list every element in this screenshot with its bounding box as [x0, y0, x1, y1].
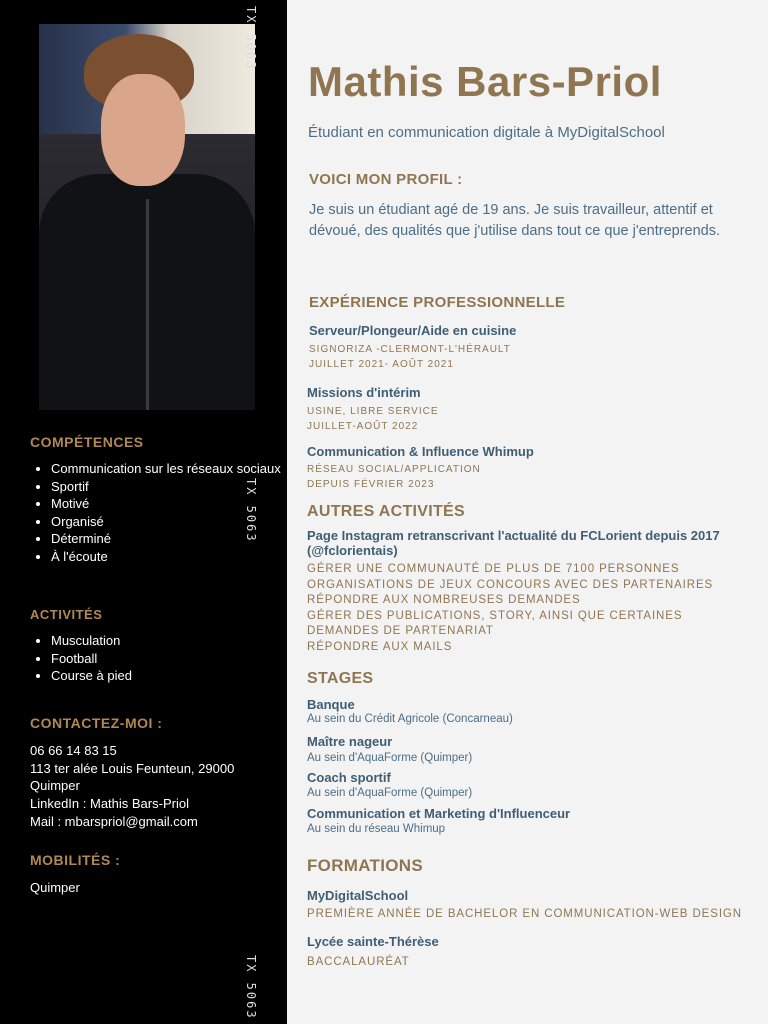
formation-desc: PREMIÈRE ANNÉE DE BACHELOR EN COMMUNICATION-WEB DESIGN — [307, 908, 742, 920]
candidate-name: Mathis Bars-Priol — [308, 58, 662, 105]
job-meta — [307, 463, 481, 492]
job-place: USINE, LIBRE SERVICE — [307, 406, 439, 417]
autres-title: AUTRES ACTIVITÉS — [307, 503, 465, 520]
stage-sub: Au sein du réseau Whimup — [307, 823, 446, 835]
contact-title: CONTACTEZ-MOI : — [30, 715, 163, 731]
job-meta — [309, 343, 511, 372]
formation-school: Lycée sainte-Thérèse — [307, 934, 439, 949]
formations-title: FORMATIONS — [307, 856, 424, 875]
profile-text: Je suis un étudiant agé de 19 ans. Je suis travailleur, attentif et dévoué, des qualités que j'utilise dans tout ce que j'entreprends. — [309, 202, 721, 239]
activites-list — [30, 632, 281, 685]
contact-linkedin[interactable]: LinkedIn : Mathis Bars-Priol — [30, 796, 189, 812]
job-title: Serveur/Plongeur/Aide en cuisine — [309, 323, 517, 338]
contact-block — [30, 742, 260, 831]
job-dates: JUILLET-AOÛT 2022 — [307, 420, 419, 432]
list-item: • À l'écoute — [51, 548, 281, 566]
film-mark-bottom: TX 5063 — [244, 955, 258, 1020]
activites-title: ACTIVITÉS — [30, 607, 103, 622]
experience-title: EXPÉRIENCE PROFESSIONNELLE — [309, 294, 566, 311]
stages-title: STAGES — [307, 670, 374, 687]
main-content — [287, 0, 768, 1024]
autres-heading: Page Instagram retranscrivant l'actualité du FCLorient depuis 2017 (@fclorientais) — [307, 528, 720, 558]
formation-school: MyDigitalSchool — [307, 888, 409, 903]
stage-sub: Au sein du Crédit Agricole (Concarneau) — [307, 713, 513, 725]
stage-sub: Au sein d'AquaForme (Quimper) — [307, 752, 473, 764]
film-mark-middle: TX 5063 — [244, 478, 258, 543]
job-place: SIGNORIZA -CLERMONT-L'HÉRAULT — [309, 344, 511, 355]
stage-title: Coach sportif — [307, 770, 391, 785]
competences-list — [30, 460, 281, 565]
competences-title: COMPÉTENCES — [30, 434, 144, 450]
list-item: RÉPONDRE AUX MAILS — [307, 640, 453, 653]
list-item: • Organisé — [51, 513, 281, 531]
autres-list — [307, 562, 757, 655]
job-dates: JUILLET 2021- AOÛT 2021 — [309, 358, 454, 370]
mobilites-title: MOBILITÉS : — [30, 852, 121, 868]
list-item: • Musculation — [51, 632, 281, 650]
job-meta — [307, 405, 439, 434]
job-title: Communication & Influence Whimup — [307, 444, 534, 459]
job-title: Missions d'intérim — [307, 385, 421, 400]
contact-mail[interactable]: Mail : mbarspriol@gmail.com — [30, 813, 198, 829]
profile-title: VOICI MON PROFIL : — [309, 171, 463, 188]
mobilites-value: Quimper — [30, 880, 80, 895]
stage-sub: Au sein d'AquaForme (Quimper) — [307, 787, 473, 799]
list-item: GÉRER UNE COMMUNAUTÉ DE PLUS DE 7100 PERSONNES — [307, 563, 680, 575]
list-item: • Déterminé — [51, 530, 281, 548]
contact-address: 113 ter alée Louis Feunteun, 29000 Quimper — [30, 760, 235, 794]
list-item: RÉPONDRE AUX NOMBREUSES DEMANDES — [307, 594, 581, 606]
profile-photo — [39, 24, 255, 410]
stage-title: Banque — [307, 697, 355, 712]
list-item: GÉRER DES PUBLICATIONS, STORY, AINSI QUE CERTAINES DEMANDES DE PARTENARIAT — [307, 609, 683, 637]
candidate-subtitle: Étudiant en communication digitale à MyDigitalSchool — [308, 124, 665, 141]
sidebar — [0, 0, 287, 1024]
list-item: • Football — [51, 650, 281, 668]
list-item: • Sportif — [51, 478, 281, 496]
list-item: • Motivé — [51, 495, 281, 513]
list-item: • Course à pied — [51, 667, 281, 685]
stage-title: Communication et Marketing d'Influenceur — [307, 806, 571, 821]
list-item: • Communication sur les réseaux sociaux — [51, 460, 281, 478]
list-item: ORGANISATIONS DE JEUX CONCOURS AVEC DES PARTENAIRES — [307, 578, 714, 591]
formation-desc: BACCALAURÉAT — [307, 956, 410, 968]
contact-phone[interactable]: 06 66 14 83 15 — [30, 743, 117, 758]
job-dates: DEPUIS FÉVRIER 2023 — [307, 478, 435, 490]
film-mark-top: TX 5063 — [244, 6, 258, 71]
stage-title: Maître nageur — [307, 734, 393, 749]
job-place: RÉSEAU SOCIAL/APPLICATION — [307, 464, 481, 475]
